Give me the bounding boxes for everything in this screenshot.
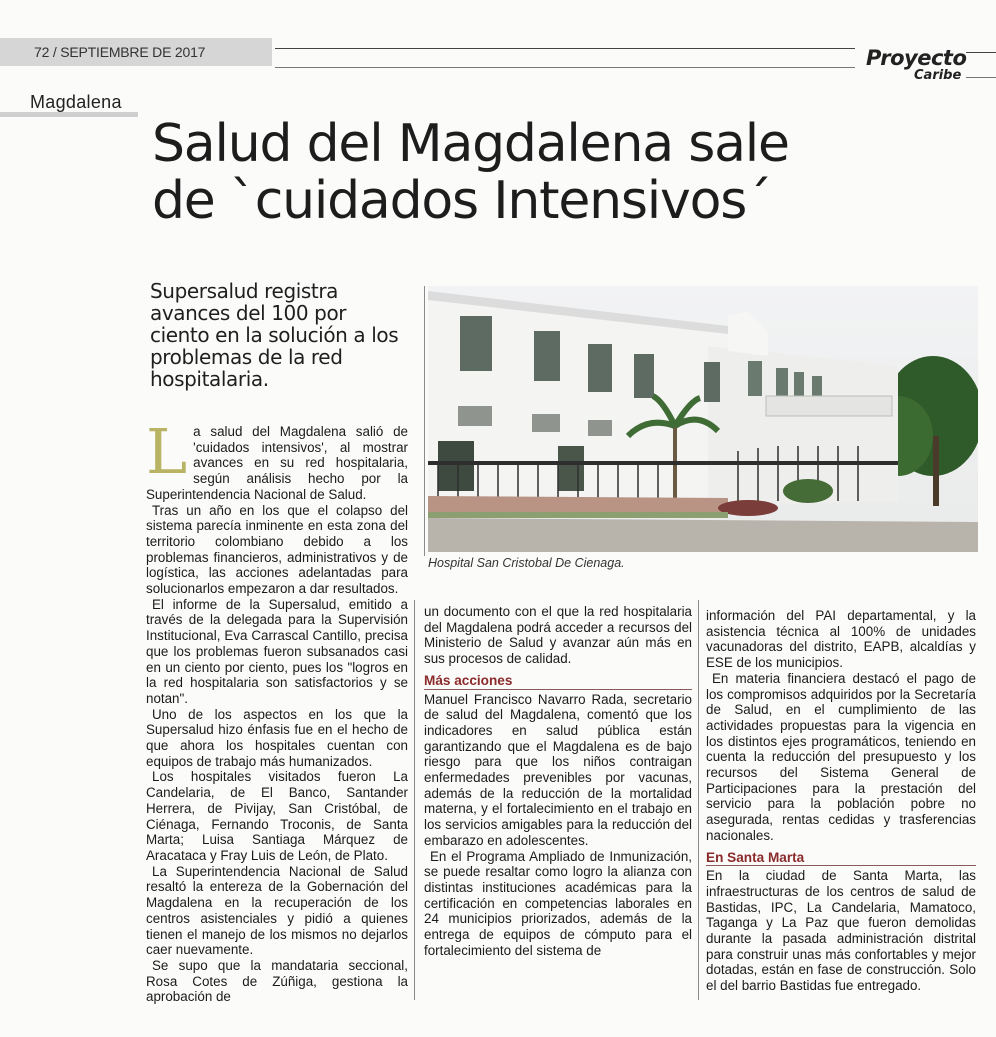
paragraph: un documento con el que la red hospitalaria del Magdalena podrá acceder a recursos del Ministerio de Salud y avanzar aún más en sus procesos de calidad. <box>424 604 692 667</box>
paragraph: El informe de la Supersalud, emitido a través de la delegada para la Supervisión Institucional, Eva Carrascal Cantillo, precisa que los problemas fueron subsanados casi en un ciento por ciento, pues los "logros en la red hospitalaria son satisfactorios y se notan". <box>146 596 408 706</box>
paragraph: La Superintendencia Nacional de Salud resaltó la entereza de la Gobernación del Magdalena en la recuperación de los centros asistenciales y pidió a quienes tienen el manejo de los mismos no dejarlos caer nuevamente. <box>146 863 408 958</box>
article-column-2 <box>424 604 692 958</box>
paragraph: Los hospitales visitados fueron La Candelaria, de El Banco, Santander Herrera, de Pivijay, San Cristóbal, de Ciénaga, Fernando Troconis, de Santa Marta; Luisa Santiaga Márquez de Aracataca y Fray Luis de León, de Plato. <box>146 769 408 863</box>
section-underline <box>0 112 138 117</box>
paragraph: Tras un año en los que el colapso del sistema parecía inminente en esta zona del territorio colombiano debido a los problemas financieros, administrativos y de logística, las acciones adelantadas para solucionarlos empezaron a dar resultados. <box>146 502 408 597</box>
article-column-3 <box>706 608 976 994</box>
publication-logo <box>862 46 972 86</box>
paragraph: En la ciudad de Santa Marta, las infraestructuras de los centros de salud de Bastidas, IPC, La Candelaria, Mamatoco, Taganga y La Paz que fueron demolidas durante la pasada administración distrital para construir unas más confortables y mejor dotadas, están en fase de construcción. Solo el del barrio Bastidas fue entregado. <box>706 868 976 994</box>
logo-main-text: Proyecto <box>866 46 967 70</box>
paragraph: Uno de los aspectos en los que la Supersalud hizo énfasis fue en el hecho de que ahora los hospitales cuentan con equipos de trabajo más humanizados. <box>146 706 408 769</box>
paragraph-text: a salud del Magdalena salió de 'cuidados intensivos', al mostrar avances en su red hospitalaria, según análisis hecho por la Superintendencia Nacional de Salud. <box>146 424 408 502</box>
paragraph: En el Programa Ampliado de Inmunización, se puede resaltar como logro la alianza con distintas instituciones académicas para la certificación en competencias laborales en 24 municipios priorizados, además de la entrega de equipos de cómputo para el fortalecimiento del sistema de <box>424 848 692 958</box>
column-divider-photo <box>424 286 425 556</box>
paragraph: En materia financiera destacó el pago de los compromisos adquiridos por la Secretaría de Salud, en el cumplimiento de las actividades propuestas para la vigencia en los distintos ejes programáticos, teniendo en cuenta la reducción del presupuesto y los recursos del Sistema General de Participaciones para la prestación del servicio para la población pobre no asegurada, rentas cedidas y trasferencias nacionales. <box>706 670 976 843</box>
article-column-1 <box>146 415 408 1005</box>
header-rule-thin <box>275 67 855 68</box>
column-divider-2 <box>698 600 699 1000</box>
column-divider-1 <box>414 600 415 1000</box>
hospital-photo <box>428 286 978 552</box>
subhead-mas-acciones: Más acciones <box>424 673 692 690</box>
header-rule <box>275 48 855 49</box>
photo-caption: Hospital San Cristobal De Cienaga. <box>428 556 625 570</box>
subhead-en-santa-marta: En Santa Marta <box>706 850 976 867</box>
paragraph: información del PAI departamental, y la asistencia técnica al 100% de unidades vacunadoras del distrito, EAPB, alcaldías y ESE de los municipios. <box>706 608 976 671</box>
drop-cap: L <box>146 415 188 488</box>
section-label: Magdalena <box>30 92 122 112</box>
deck-subtitle: Supersalud registra avances del 100 por ciento en la solución a los problemas de la red hospitalaria. <box>150 279 399 391</box>
headline-line-1: Salud del Magdalena sale <box>152 114 789 174</box>
paragraph: Se supo que la mandataria seccional, Rosa Cotes de Zúñiga, gestiona la aprobación de <box>146 957 408 1005</box>
logo-sub-text: Caribe <box>914 68 962 83</box>
paragraph: Manuel Francisco Navarro Rada, secretario de salud del Magdalena, comentó que los indicadores en salud pública están garantizando que el Magdalena es de bajo riesgo para que los niños contraigan enfermedades prevenibles por vacunas, además de la reducción de la mortalidad materna, y el fortalecimiento en el trabajo en los servicios amigables para la reducción del embarazo en adolescentes. <box>424 691 692 848</box>
paragraph <box>146 415 408 503</box>
headline-line-2: de `cuidados Intensivos´ <box>152 171 771 231</box>
page-date: 72 / SEPTIEMBRE DE 2017 <box>34 44 206 60</box>
headline <box>152 116 992 230</box>
